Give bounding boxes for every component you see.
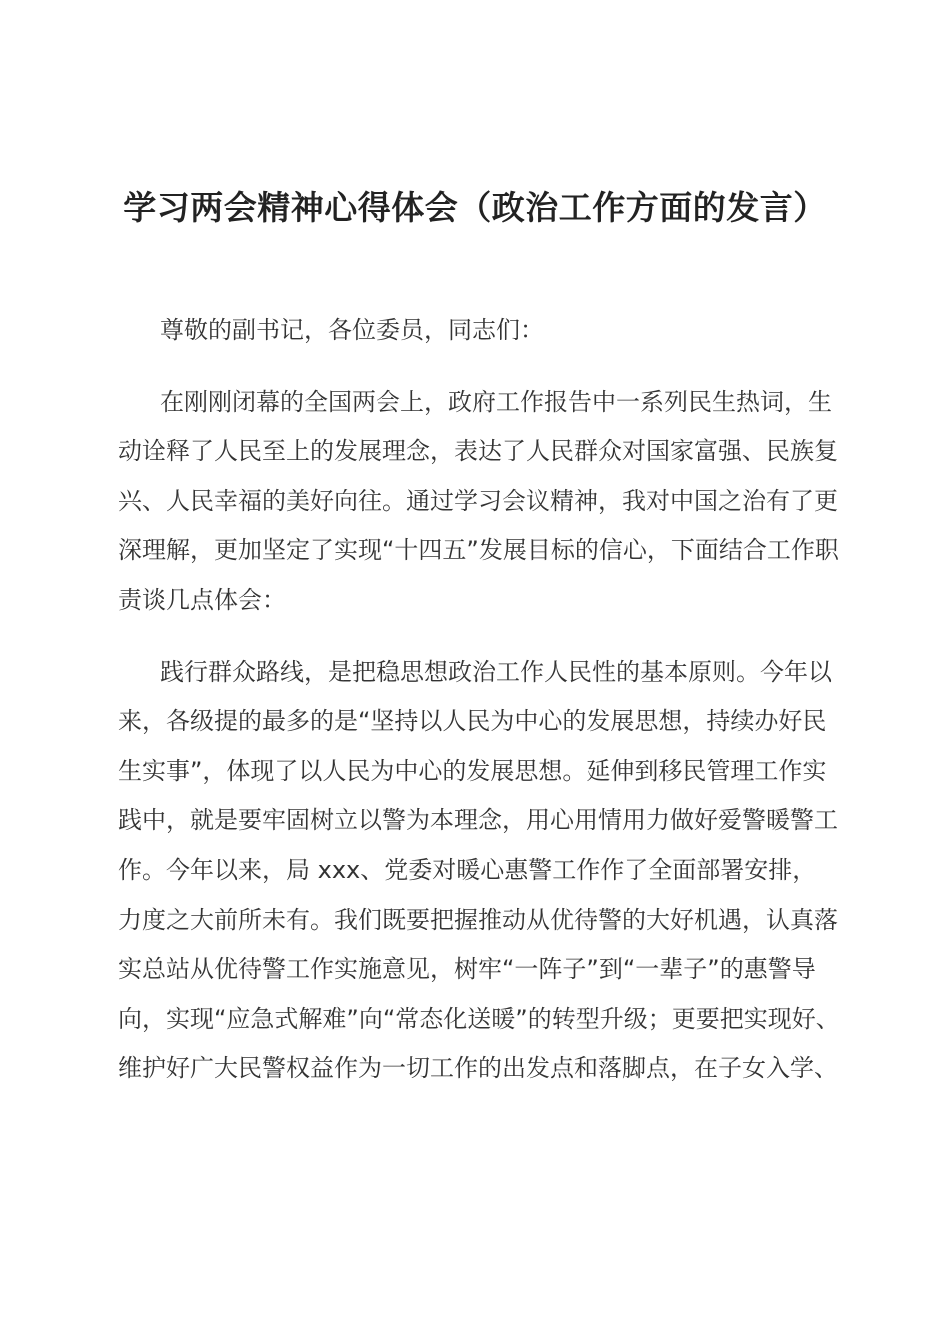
paragraph-intro: 在刚刚闭幕的全国两会上，政府工作报告中一系列民生热词，生动诠释了人民至上的发展理念，表达了人民群众对国家富强、民族复兴、人民幸福的美好向往。通过学习会议精神，我对中国之治有了更深理解，更加坚定了实现“十四五”发展目标的信心，下面结合工作职责谈几点体会： bbox=[118, 387, 839, 614]
salutation: 尊敬的副书记，各位委员，同志们： bbox=[160, 316, 544, 344]
paragraph-mass-line: 践行群众路线，是把稳思想政治工作人民性的基本原则。今年以来，各级提的最多的是“坚持以人民为中心的发展思想，持续办好民生实事”，体现了以人民为中心的发展思想。延伸到移民管理工作实践中，就是要牢固树立以警为本理念，用心用情用力做好爱警暖警工作。今年以来，局 xxx、党委对暖心惠警工作作了全面部署安排，力度之大前所未有。我们既要把握推动从优待警的大好机遇，认真落实总站从优待警工作实施意见，树牢“一阵子”到“一辈子”的惠警导向，实现“应急式解难”向“常态化送暖”的转型升级；更要把实现好、维护好广大民警权益作为一切工作的出发点和落脚点，在子女入学、 bbox=[118, 657, 840, 1083]
document-body bbox=[118, 306, 840, 1116]
document-title: 学习两会精神心得体会（政治工作方面的发言） bbox=[123, 188, 827, 227]
